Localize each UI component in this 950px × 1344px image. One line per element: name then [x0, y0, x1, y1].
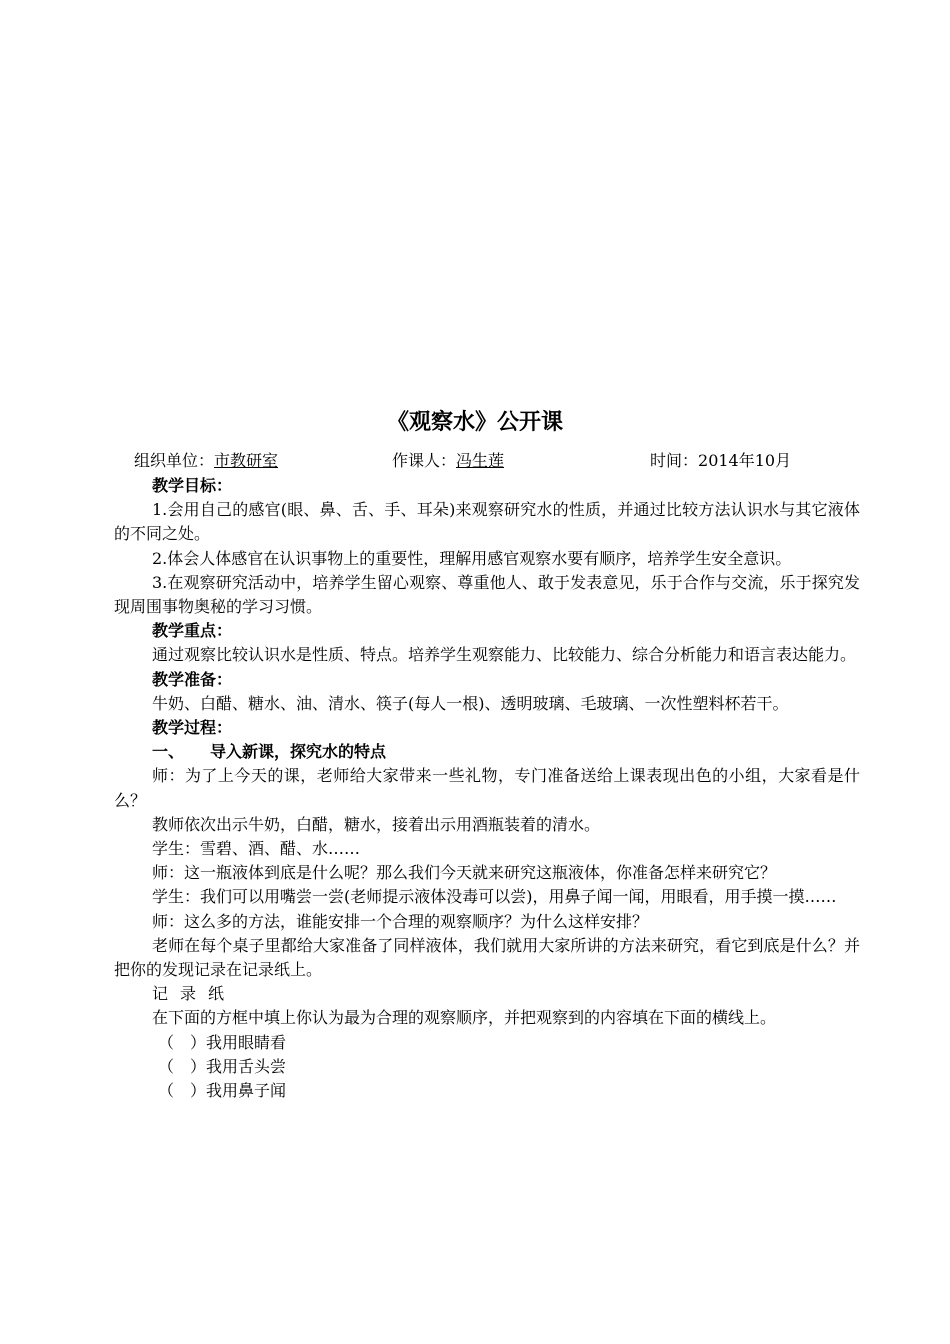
- option-text: 我用舌头尝: [206, 1056, 287, 1076]
- preparation-text: 牛奶、白醋、糖水、油、清水、筷子(每人一根)、透明玻璃、毛玻璃、一次性塑料杯若干。: [152, 693, 789, 713]
- objective-item: 2.体会人体感官在认识事物上的重要性，理解用感官观察水要有顺序，培养学生安全意识。: [152, 548, 792, 568]
- document-body: [114, 474, 860, 1103]
- teacher-value: 冯生莲: [456, 451, 505, 470]
- preparation-heading: 教学准备：: [152, 669, 233, 689]
- key-points-heading: 教学重点：: [152, 621, 233, 641]
- record-sheet-label: 记录纸: [152, 984, 237, 1004]
- document-title: 《观察水》公开课: [386, 410, 563, 435]
- org-label: 组织单位：: [134, 451, 215, 470]
- key-points-text: 通过观察比较认识水是性质、特点。培养学生观察能力、比较能力、综合分析能力和语言表达能力。: [152, 645, 857, 665]
- option-text: 我用鼻子闻: [206, 1081, 287, 1101]
- section-title: 导入新课，探究水的特点: [210, 742, 387, 762]
- objective-item: 3.在观察研究活动中，培养学生留心观察、尊重他人、敢于发表意见，乐于合作与交流，乐于探究发现周围事物奥秘的学习习惯。: [114, 572, 860, 617]
- teacher-label: 作课人：: [392, 451, 457, 470]
- objectives-heading: 教学目标：: [152, 476, 233, 495]
- order-blank: （ ）: [158, 1081, 207, 1101]
- observation-option: [114, 1031, 860, 1055]
- observation-option: [114, 1055, 860, 1079]
- process-heading: 教学过程：: [152, 718, 233, 738]
- process-paragraph: 学生：我们可以用嘴尝一尝(老师提示液体没毒可以尝)，用鼻子闻一闻，用眼看，用手摸一摸……: [152, 887, 837, 907]
- process-paragraph: 学生：雪碧、酒、醋、水……: [152, 839, 361, 859]
- section-heading: [114, 740, 860, 764]
- process-paragraph: 师：为了上今天的课，老师给大家带来一些礼物，专门准备送给上课表现出色的小组，大家看是什么？: [114, 766, 860, 810]
- teacher-field: [392, 450, 504, 472]
- observation-option: [114, 1079, 860, 1103]
- time-field: [650, 450, 791, 472]
- time-label: 时间：: [650, 451, 699, 470]
- process-paragraph: 师：这一瓶液体到底是什么呢？那么我们今天就来研究这瓶液体，你准备怎样来研究它？: [152, 863, 777, 883]
- order-blank: （ ）: [158, 1032, 207, 1052]
- process-paragraph: 师：这么多的方法，谁能安排一个合理的观察顺序？为什么这样安排？: [152, 911, 649, 931]
- record-instruction: 在下面的方框中填上你认为最为合理的观察顺序，并把观察到的内容填在下面的横线上。: [152, 1008, 777, 1028]
- process-paragraph: 教师依次出示牛奶，白醋，糖水，接着出示用酒瓶装着的清水。: [152, 814, 601, 834]
- process-paragraph: 老师在每个桌子里都给大家准备了同样液体，我们就用大家所讲的方法来研究，看它到底是什么？并把你的发现记录在记录纸上。: [114, 935, 860, 980]
- option-text: 我用眼睛看: [206, 1032, 287, 1052]
- order-blank: （ ）: [158, 1056, 207, 1076]
- org-field: [134, 450, 278, 472]
- org-value: 市教研室: [214, 451, 279, 470]
- section-number: 一、: [152, 742, 185, 762]
- objective-item: 1.会用自己的感官(眼、鼻、舌、手、耳朵)来观察研究水的性质，并通过比较方法认识水与其它液体的不同之处。: [114, 500, 860, 544]
- time-value: 2014年10月: [698, 451, 792, 470]
